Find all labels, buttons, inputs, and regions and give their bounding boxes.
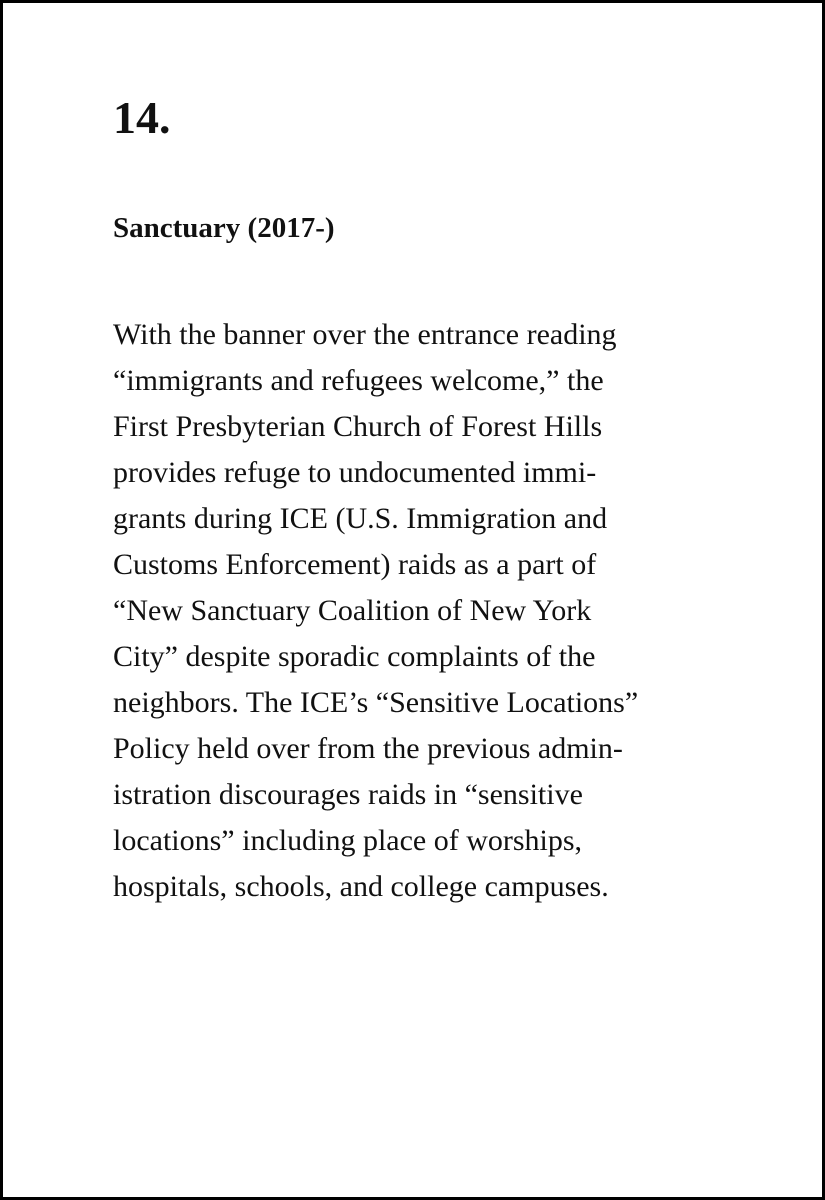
entry-number: 14. — [113, 92, 171, 143]
body-line: Policy held over from the previous admin- — [113, 732, 623, 765]
body-line: hospitals, schools, and college campuses. — [113, 870, 609, 903]
body-line: Customs Enforcement) raids as a part of — [113, 548, 597, 581]
body-line: With the banner over the entrance reading — [113, 318, 617, 351]
body-line: locations” including place of worships, — [113, 824, 583, 857]
body-line: First Presbyterian Church of Forest Hills — [113, 410, 603, 443]
body-line: “New Sanctuary Coalition of New York — [113, 594, 592, 627]
body-line: istration discourages raids in “sensitive — [113, 778, 583, 811]
entry-body — [113, 312, 753, 910]
body-line: provides refuge to undocumented immi- — [113, 456, 597, 489]
body-line: grants during ICE (U.S. Immigration and — [113, 502, 608, 535]
body-line: “immigrants and refugees welcome,” the — [113, 364, 604, 397]
entry-title: Sanctuary (2017-) — [113, 212, 335, 244]
body-line: neighbors. The ICE’s “Sensitive Locations” — [113, 686, 639, 719]
body-line: City” despite sporadic complaints of the — [113, 640, 596, 673]
